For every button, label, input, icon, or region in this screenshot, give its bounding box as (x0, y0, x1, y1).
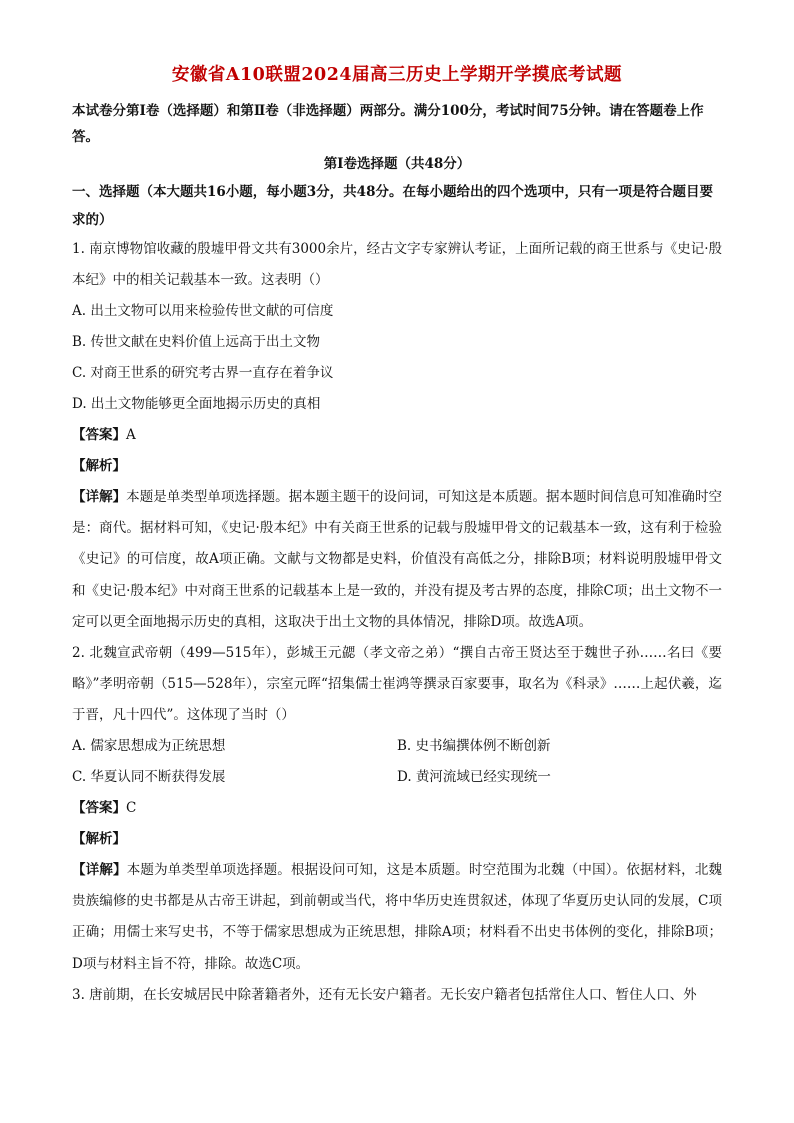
section-description: 一、选择题（本大题共16小题，每小题3分，共48分。在每小题给出的四个选项中，只有一项是符合题目要求的） (72, 184, 713, 228)
answer-value: A (126, 427, 136, 443)
exam-page (72, 62, 722, 1011)
question-2-options-row-1 (72, 731, 722, 762)
question-2-answer (72, 793, 722, 824)
page-title: 安徽省A10联盟2024届高三历史上学期开学摸底考试题 (171, 65, 623, 85)
question-2-option-d: D. 黄河流域已经实现统一 (397, 769, 551, 786)
question-1-answer (72, 420, 722, 451)
question-1-option-c: C. 对商王世系的研究考古界一直存在着争议 (72, 365, 334, 381)
question-2-analysis-label: 【解析】 (72, 831, 126, 848)
question-1-detail (72, 482, 722, 638)
question-2-stem: 2. 北魏宣武帝朝（499—515年），彭城王元勰（孝文帝之弟）“撰自古帝王贤达至于魏世子孙……名曰《要略》”孝明帝朝（515—528年），宗室元晖“招集儒士崔鸿等撰录百家要事，取名为《科录》……上起伏羲，迄于晋，凡十四代”。这体现了当时（） (72, 645, 722, 724)
question-1-stem: 1. 南京博物馆收藏的殷墟甲骨文共有3000余片，经古文字专家辨认考证，上面所记载的商王世系与《史记·殷本纪》中的相关记载基本一致。这表明（） (72, 241, 722, 288)
detail-label: 【详解】 (72, 862, 127, 879)
detail-text: 本题为单类型单项选择题。根据设问可知，这是本质题。时空范围为北魏（中国）。依据材料，北魏贵族编修的史书都是从古帝王讲起，到前朝或当代，将中华历史连贯叙述，体现了华夏历史认同的发展，C项正确；用儒士来写史书，不等于儒家思想成为正统思想，排除A项；材料看不出史书体例的变化，排除B项；D项与材料主旨不符，排除。故选C项。 (72, 862, 723, 972)
question-3-stem: 3. 唐前期，在长安城居民中除著籍者外，还有无长安户籍者。无长安户籍者包括常住人口、暂住人口、外 (72, 986, 697, 1003)
answer-label: 【答案】 (72, 427, 126, 443)
question-2-detail (72, 855, 722, 980)
question-1-option-b: B. 传世文献在史料价值上远高于出土文物 (72, 334, 321, 350)
detail-label: 【详解】 (72, 489, 127, 505)
question-1-option-d: D. 出土文物能够更全面地揭示历史的真相 (72, 396, 321, 412)
question-2-options-row-2 (72, 762, 722, 793)
question-2-option-a: A. 儒家思想成为正统思想 (72, 738, 226, 755)
detail-text: 本题是单类型单项选择题。据本题主题干的设问词，可知这是本质题。据本题时间信息可知准确时空是：商代。据材料可知，《史记·殷本纪》中有关商王世系的记载与殷墟甲骨文的记载基本一致，这有利于检验《史记》的可信度，故A项正确。文献与文物都是史料，价值没有高低之分，排除B项；材料说明殷墟甲骨文和《史记·殷本纪》中对商王世系的记载基本上是一致的，并没有提及考古界的态度，排除C项；出土文物不一定可以更全面地揭示历史的真相，这取决于出土文物的具体情况，排除D项。故选A项。 (72, 489, 723, 630)
question-1-analysis-label: 【解析】 (72, 458, 126, 474)
question-2-option-b: B. 史书编撰体例不断创新 (397, 738, 551, 755)
answer-value: C (126, 800, 137, 817)
section-heading: 第Ⅰ卷选择题（共48分） (323, 156, 471, 172)
exam-intro: 本试卷分第Ⅰ卷（选择题）和第Ⅱ卷（非选择题）两部分。满分100分，考试时间75分钟。请在答题卷上作答。 (72, 103, 704, 145)
question-2-option-c: C. 华夏认同不断获得发展 (72, 769, 226, 786)
question-1-option-a: A. 出土文物可以用来检验传世文献的可信度 (72, 303, 334, 319)
answer-label: 【答案】 (72, 800, 126, 817)
